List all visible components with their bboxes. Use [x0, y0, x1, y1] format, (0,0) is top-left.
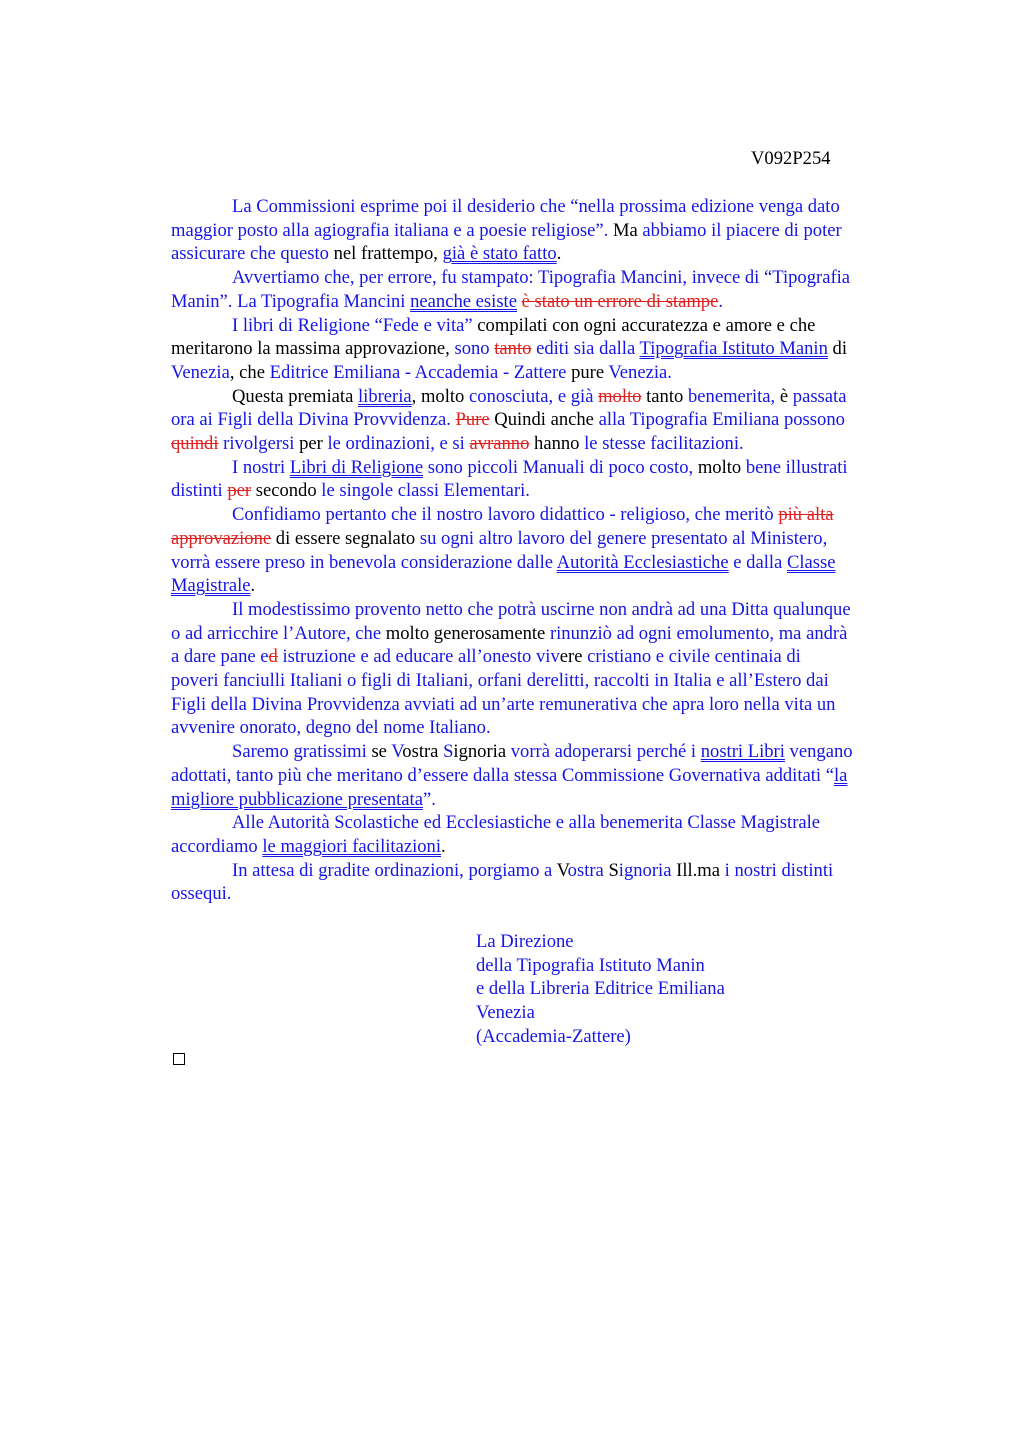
- deleted-text: è stato un errore di stampe: [521, 290, 719, 312]
- text-segment: ere: [559, 646, 583, 668]
- paragraph: [171, 314, 927, 385]
- text-line: [171, 408, 927, 432]
- underlined-text: neanche esiste: [410, 290, 517, 312]
- text-segment: accordiamo: [171, 835, 263, 857]
- text-segment: su ogni altro lavoro del genere presentato al Ministero,: [419, 527, 828, 549]
- text-segment: hanno: [529, 433, 585, 455]
- text-segment: Alle Autorità Scolastiche ed Ecclesiastiche e alla benemerita Classe Magistrale: [232, 812, 821, 834]
- text-segment: istruzione e ad educare all’onesto viv: [277, 646, 560, 668]
- text-segment: Manin”. La Tipografia Mancini: [171, 290, 411, 312]
- text-segment: ignoria: [453, 741, 511, 763]
- signature-line: Venezia: [476, 1002, 535, 1024]
- text-segment: Figli della Divina Provvidenza avviati ad un’arte remunerativa che apra loro nella vita un: [171, 693, 836, 715]
- text-segment: rivolgersi: [218, 433, 300, 455]
- paragraph: [171, 859, 927, 906]
- text-segment: Confidiamo pertanto che il nostro lavoro didattico - religioso, che meritò: [232, 504, 779, 526]
- text-segment: Ma: [612, 219, 638, 241]
- text-line: [171, 622, 927, 646]
- text-segment: vorrà adoperarsi perché i: [510, 741, 701, 763]
- document-code: V092P254: [751, 148, 831, 169]
- text-segment: conosciuta, e già: [469, 385, 599, 407]
- signature-line: e della Libreria Editrice Emiliana: [476, 978, 725, 1000]
- deleted-text: per: [227, 480, 252, 502]
- deleted-text: più alta: [778, 504, 834, 526]
- text-segment: editi sia dalla: [531, 338, 640, 360]
- underlined-text: Libri di Religione: [289, 456, 424, 478]
- text-segment: a dare pane e: [171, 646, 269, 668]
- text-segment: tanto: [641, 385, 688, 407]
- text-segment: , molto: [411, 385, 470, 407]
- text-line: [171, 598, 927, 622]
- text-segment: rinunziò ad ogni emolumento, ma andrà: [549, 622, 848, 644]
- text-segment: vengano: [784, 741, 853, 763]
- square-icon: [173, 1053, 185, 1065]
- underlined-text: già è stato fatto: [442, 243, 557, 265]
- text-line: [171, 527, 927, 551]
- paragraph: [171, 811, 927, 858]
- text-segment: pure: [566, 361, 609, 383]
- letter-body: [171, 195, 927, 906]
- text-segment: molto generosamente: [385, 622, 550, 644]
- text-segment: I libri di Religione “Fede e vita”: [232, 314, 473, 336]
- underlined-text: la: [833, 764, 848, 786]
- text-segment: S: [608, 859, 619, 881]
- paragraph: [171, 503, 927, 598]
- deleted-text: Pure: [455, 409, 490, 431]
- text-segment: Venezia.: [608, 361, 672, 383]
- signature-block: [476, 930, 725, 1049]
- text-line: [171, 693, 927, 717]
- text-segment: In attesa di gradite ordinazioni, porgiamo a: [232, 859, 557, 881]
- text-segment: nel frattempo,: [328, 243, 443, 265]
- text-segment: di essere segnalato: [271, 527, 420, 549]
- text-segment: distinti: [171, 480, 228, 502]
- text-line: [171, 551, 927, 575]
- text-line: [171, 835, 927, 859]
- text-segment: ora ai Figli della Divina Provvidenza.: [171, 409, 456, 431]
- text-line: [171, 290, 927, 314]
- text-segment: molto: [697, 456, 746, 478]
- text-segment: ossequi.: [171, 883, 232, 905]
- text-segment: adottati, tanto più che meritano d’essere dalla stessa Commissione Governativa additati “: [171, 764, 834, 786]
- text-line: [171, 432, 927, 456]
- underlined-text: Tipografia Istituto Manin: [639, 338, 828, 360]
- text-segment: alla Tipografia Emiliana possono: [598, 409, 845, 431]
- underlined-text: Magistrale: [171, 575, 251, 597]
- underlined-text: libreria: [357, 385, 412, 407]
- paragraph: [171, 740, 927, 811]
- text-segment: compilati con ogni accuratezza e amore e che: [472, 314, 816, 336]
- text-segment: vorrà essere preso in benevola considerazione dalle: [171, 551, 557, 573]
- text-segment: maggior posto alla agiografia italiana e a poesie religiose”.: [171, 219, 613, 241]
- text-segment: .: [718, 290, 724, 312]
- signature-line: La Direzione: [476, 931, 574, 952]
- text-line: [171, 574, 927, 598]
- paragraph: [171, 456, 927, 503]
- text-line: [171, 811, 927, 835]
- text-segment: ostra: [402, 741, 444, 763]
- text-segment: V: [391, 741, 403, 763]
- text-line: [171, 266, 927, 290]
- text-line: [171, 479, 927, 503]
- deleted-text: quindi: [171, 433, 219, 455]
- text-line: [171, 242, 927, 266]
- text-segment: V: [556, 859, 568, 881]
- text-line: [171, 669, 927, 693]
- underlined-text: Classe: [786, 551, 836, 573]
- text-line: [171, 764, 927, 788]
- text-line: [171, 716, 927, 740]
- text-segment: meritarono la massima approvazione,: [171, 338, 455, 360]
- deleted-text: avranno: [469, 433, 530, 455]
- text-segment: sono piccoli Manuali di poco costo,: [423, 456, 698, 478]
- text-line: [171, 645, 927, 669]
- paragraph: [171, 385, 927, 456]
- paragraph: [171, 266, 927, 313]
- text-segment: .: [441, 835, 446, 857]
- text-segment: secondo: [251, 480, 322, 502]
- text-segment: Ill.ma: [676, 859, 725, 881]
- text-segment: benemerita,: [687, 385, 780, 407]
- deleted-text: d: [268, 646, 278, 668]
- underlined-text: le maggiori facilitazioni: [262, 835, 442, 857]
- text-segment: bene illustrati: [745, 456, 848, 478]
- text-segment: o ad arricchire l’Autore, che: [171, 622, 386, 644]
- text-segment: ignoria: [618, 859, 677, 881]
- text-segment: Avvertiamo che, per errore, fu stampato: Tipografia Mancini, invece di “Tipografia: [232, 267, 851, 289]
- text-line: [171, 337, 927, 361]
- text-segment: cristiano e civile centinaia di: [582, 646, 801, 668]
- text-segment: avvenire onorato, degno del nome Italiano.: [171, 717, 491, 739]
- text-segment: Venezia: [171, 361, 230, 383]
- text-segment: abbiamo il piacere di poter: [637, 219, 842, 241]
- text-segment: i nostri distinti: [724, 859, 834, 881]
- text-segment: Questa premiata: [232, 385, 358, 407]
- text-segment: Saremo gratissimi: [232, 741, 372, 763]
- text-segment: e dalla: [728, 551, 787, 573]
- text-segment: passata: [792, 385, 847, 407]
- text-segment: è: [779, 385, 793, 407]
- underlined-text: Autorità Ecclesiastiche: [556, 551, 729, 573]
- text-line: [171, 219, 927, 243]
- deleted-text: approvazione: [171, 527, 272, 549]
- paragraph: [171, 195, 927, 266]
- text-segment: assicurare che questo: [171, 243, 329, 265]
- text-line: [171, 361, 927, 385]
- text-line: [171, 859, 927, 883]
- text-segment: sono: [454, 338, 495, 360]
- text-segment: .: [250, 575, 256, 597]
- paragraph: [171, 598, 927, 740]
- text-segment: le singole classi Elementari.: [321, 480, 530, 502]
- text-segment: per: [299, 433, 328, 455]
- signature-line: della Tipografia Istituto Manin: [476, 954, 705, 976]
- deleted-text: tanto: [494, 338, 532, 360]
- text-segment: di: [827, 338, 848, 360]
- text-segment: Quindi anche: [489, 409, 599, 431]
- text-line: [171, 385, 927, 409]
- text-line: [171, 503, 927, 527]
- text-segment: Editrice Emiliana - Accademia - Zattere: [269, 361, 567, 383]
- deleted-text: molto: [598, 385, 642, 407]
- text-line: [171, 882, 927, 906]
- text-line: [171, 788, 927, 812]
- text-segment: La Commissioni esprime poi il desiderio che “nella prossima edizione venga dato: [232, 196, 840, 217]
- text-segment: I nostri: [232, 456, 290, 478]
- text-segment: se: [371, 741, 392, 763]
- text-segment: ”.: [422, 788, 436, 810]
- text-segment: Il modestissimo provento netto che potrà uscirne non andrà ad una Ditta qualunque: [232, 598, 851, 620]
- text-segment: S: [443, 741, 454, 763]
- text-segment: le stesse facilitazioni.: [584, 433, 744, 455]
- text-line: [171, 456, 927, 480]
- underlined-text: nostri Libri: [700, 741, 785, 763]
- signature-line: (Accademia-Zattere): [476, 1025, 631, 1047]
- text-line: [171, 314, 927, 338]
- text-segment: le ordinazioni, e si: [327, 433, 470, 455]
- text-segment: poveri fanciulli Italiani o figli di Italiani, orfani derelitti, raccolti in Italia e all’Estero dai: [171, 670, 829, 692]
- text-segment: , che: [229, 361, 270, 383]
- text-line: [171, 740, 927, 764]
- underlined-text: migliore pubblicazione presentata: [171, 788, 423, 810]
- text-segment: ostra: [567, 859, 609, 881]
- text-segment: .: [556, 243, 562, 265]
- text-line: [171, 195, 927, 219]
